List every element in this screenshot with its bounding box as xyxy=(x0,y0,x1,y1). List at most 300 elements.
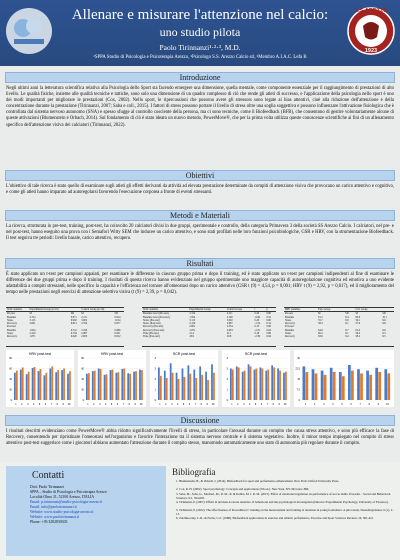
chart-bar xyxy=(187,365,189,400)
table-cell: 2.190 xyxy=(226,315,233,319)
table-cell: Baseline xyxy=(285,328,294,332)
table-cell: 60.8 xyxy=(355,315,361,319)
x-tick-label: 8 xyxy=(56,403,58,406)
table-cell: Stress xyxy=(285,332,292,336)
table-cell: 57.9 xyxy=(355,322,361,326)
table-cell: 0.04 xyxy=(266,335,271,339)
table-cell: 0.704 xyxy=(70,332,77,336)
contact-website-1[interactable]: Website: www.studio-psicologia-arezzo.it xyxy=(30,510,94,514)
chart-bar xyxy=(106,374,108,400)
chart-bar xyxy=(205,372,207,400)
table-header-cell: Experimental Group xyxy=(188,308,225,312)
x-tick-label: 10 xyxy=(283,403,287,406)
table-cell: 2.987 xyxy=(81,332,88,336)
table-header-cell: HRV variables xyxy=(284,308,317,312)
table-cell: SD xyxy=(70,312,75,316)
section-title-risultati: Risultati xyxy=(5,258,395,269)
table-header-cell: Exp. Group xyxy=(317,308,344,312)
chart-bar xyxy=(193,370,195,400)
contact-address: Località Olmo 21, 52100 Arezzo, ITALIA xyxy=(30,495,95,499)
table-header-cell: SCR variables xyxy=(6,308,29,312)
chart-bar xyxy=(261,369,263,401)
table-cell: Recovery (Pre-test) xyxy=(143,325,164,329)
table-cell: 9.8 xyxy=(382,322,386,326)
chart-bar xyxy=(49,369,51,401)
x-tick-label: 5 xyxy=(182,403,185,406)
table-cell: 8.7 xyxy=(345,328,349,332)
table-cell: 0.26 xyxy=(254,318,260,322)
chart-bar xyxy=(238,367,240,400)
x-tick-label: 7 xyxy=(359,403,361,406)
y-tick-label: 60 xyxy=(81,367,84,371)
poster-header xyxy=(0,0,400,66)
table-header-cell: t xyxy=(254,308,266,312)
table-cell: 0.914 xyxy=(114,315,121,319)
table-cell: 0.26 xyxy=(254,312,260,316)
y-tick-label: 20 xyxy=(81,388,84,392)
chart-bar xyxy=(115,373,117,400)
chart-bar xyxy=(348,365,351,400)
table-cell: 0.951 xyxy=(114,332,121,336)
x-tick-label: 9 xyxy=(206,403,208,406)
table-cell: 3.115 xyxy=(29,318,36,322)
contact-name: Dott. Paolo Tirinnanzi xyxy=(30,485,64,489)
y-tick-label: 40 xyxy=(9,378,12,381)
chart-title: SCR post-test xyxy=(172,352,196,356)
chart-bar xyxy=(45,373,47,400)
table-cell: 63.9 xyxy=(318,335,323,339)
x-tick-label: 9 xyxy=(278,403,280,406)
table-header-cell: Control Group xyxy=(226,308,254,312)
table-cell: 2.410 xyxy=(29,332,36,336)
y-tick-label: 80 xyxy=(81,357,84,360)
chart-bar xyxy=(342,376,345,400)
chart-bar xyxy=(285,372,287,400)
table-cell: Recovery xyxy=(285,335,295,339)
table-cell: 9.4 xyxy=(345,315,349,319)
chart-bar xyxy=(333,372,336,400)
table-cell: 2.314 xyxy=(189,312,196,316)
chart-bar xyxy=(267,370,269,400)
table-cell: 21.1 xyxy=(226,332,232,336)
chart-bar xyxy=(123,369,125,401)
x-tick-label: 3 xyxy=(323,403,325,406)
x-tick-label: 7 xyxy=(194,403,197,406)
chart-bar xyxy=(306,372,309,400)
x-tick-label: 4 xyxy=(248,403,251,406)
y-tick-label: 40 xyxy=(81,378,84,381)
table-cell: 20.8 xyxy=(226,335,232,339)
chart-bar xyxy=(244,371,246,400)
table-cell: Recovery (Post-test) xyxy=(143,328,165,332)
table-cell: Recovery xyxy=(7,335,17,339)
chart-bar xyxy=(182,369,184,401)
chart-bar xyxy=(34,367,36,400)
table-cell: 2.190 xyxy=(81,328,88,332)
chart-bar xyxy=(86,374,88,400)
table-cell: 2.554 xyxy=(226,325,233,329)
contact-phone: Phone: +39.3282830303 xyxy=(30,520,68,524)
chart-bar xyxy=(170,363,172,400)
chart-bar xyxy=(100,369,102,400)
chart-bar xyxy=(265,371,267,400)
table-cell: 21.4 xyxy=(189,332,194,336)
chart-bar xyxy=(242,372,244,400)
x-tick-label: 5 xyxy=(38,403,41,406)
chart-bar xyxy=(259,367,261,400)
chart-bar xyxy=(121,369,123,400)
chart-bar xyxy=(211,364,213,400)
x-tick-label: 5 xyxy=(254,403,257,406)
table-header-cell: Ctrl. Group xyxy=(355,308,382,312)
x-tick-label: 9 xyxy=(134,403,136,406)
x-tick-label: 6 xyxy=(188,403,191,406)
chart-bar xyxy=(256,369,258,401)
x-tick-label: 2 xyxy=(21,403,23,406)
chart-title: SCR post-test xyxy=(244,352,268,356)
chart-bar xyxy=(324,375,327,400)
table-cell: 9.5 xyxy=(382,335,386,339)
table-cell: 0.813 xyxy=(70,322,77,326)
x-tick-label: 10 xyxy=(386,403,389,406)
chart-bar xyxy=(127,373,129,400)
x-tick-label: 10 xyxy=(67,403,71,406)
section-title-discussione: Discussione xyxy=(5,415,395,426)
chart-bar xyxy=(55,372,57,400)
chart-bar xyxy=(160,376,162,400)
y-tick-label: 1 xyxy=(226,388,228,392)
table-cell: Pre-test xyxy=(285,312,293,316)
chart-bar xyxy=(351,371,354,400)
chart-title: HRV post-test xyxy=(100,352,124,356)
x-tick-label: 10 xyxy=(139,403,143,406)
table-cell: 0.80 xyxy=(266,318,271,322)
title-line-2: uno studio pilota xyxy=(159,25,241,39)
bibliography-title: Bibliografia xyxy=(172,467,216,477)
chart-bar xyxy=(178,379,180,400)
y-tick-label: 0 xyxy=(226,399,228,402)
table-header-cell: Experimental Group (n=10) xyxy=(29,308,70,312)
contact-email-1[interactable]: Email: p.tirinnanzi@studio-psicologia-arezzo.it xyxy=(30,500,103,504)
chart-bar xyxy=(16,371,18,400)
chart-bar xyxy=(378,372,381,400)
table-cell: 2.601 xyxy=(29,322,36,326)
chart-bar xyxy=(112,370,114,400)
chart-scr-experimental xyxy=(150,350,218,407)
chart-bar xyxy=(129,374,131,400)
chart-bar xyxy=(32,368,34,400)
chart-bar xyxy=(69,371,71,400)
table-row xyxy=(284,335,394,338)
y-tick-label: 3 xyxy=(226,367,228,371)
table-cell: 2.603 xyxy=(81,335,88,339)
table-cell: 0.14 xyxy=(266,322,271,326)
y-tick-label: 0 xyxy=(298,399,300,402)
x-tick-label: 8 xyxy=(128,403,130,406)
chart-bar xyxy=(14,373,16,400)
table-cell: 18.9 xyxy=(189,335,194,339)
chart-bar xyxy=(387,373,390,400)
chart-bar xyxy=(384,369,387,400)
y-tick-label: 15 xyxy=(297,378,300,381)
table-cell: 0.741 xyxy=(70,328,77,332)
chart-bar xyxy=(195,378,197,400)
x-tick-label: 8 xyxy=(272,403,274,406)
results-table-comparison xyxy=(142,307,276,347)
x-tick-label: 3 xyxy=(243,403,245,406)
y-tick-label: 3 xyxy=(154,367,156,371)
chart-bar xyxy=(236,366,238,400)
x-tick-label: 7 xyxy=(50,403,53,406)
x-tick-label: 5 xyxy=(110,403,113,406)
x-tick-label: 7 xyxy=(122,403,125,406)
table-cell: 3.002 xyxy=(226,318,233,322)
chart-bar xyxy=(369,375,372,400)
section-title-obiettivi: Obiettivi xyxy=(5,170,395,181)
chart-scr-control xyxy=(222,350,290,407)
chart-bar xyxy=(63,369,65,401)
table-cell: -1.54 xyxy=(254,322,260,326)
chart-bar xyxy=(43,375,45,400)
x-tick-label: 8 xyxy=(200,403,202,406)
table-cell: Baseline xyxy=(7,328,16,332)
chart-bar xyxy=(207,380,209,400)
chart-bar xyxy=(176,373,178,400)
table-cell: 2.410 xyxy=(189,322,196,326)
y-tick-label: 7.5 xyxy=(296,388,300,392)
x-tick-label: 8 xyxy=(368,403,370,406)
chart-bar xyxy=(283,373,285,400)
table-cell: -0.66 xyxy=(254,315,260,319)
section-body-discussione: I risultati descritti evidenziano come PowerMove® abbia ridotto significativamente l'livelli di stress, in particolare l'arousal durante un compito che causa stress attentivo, e sono più efficace la fase di Recovery, consentendo per ripristinare l'omeostasi nell'organismo e favorire l'interazione tra il sistema nervoso centrale e il sistema vegetativo. Inoltre, il minor tempo impiegato nel compito di stress attentivo post-test suggerisce come i giocatori abbiano aumentato l'attenzione durante il compito stesso, manomndo automaticamente uno stato di autonomia più regolare durante il compito. xyxy=(6,429,394,447)
table-cell: M xyxy=(81,312,84,316)
x-tick-label: 1 xyxy=(159,403,161,406)
table-row xyxy=(142,335,276,338)
table-cell: Baseline Level (Pre-test) xyxy=(143,312,169,316)
y-tick-label: 20 xyxy=(9,388,12,392)
table-cell: 9.6 xyxy=(382,318,386,322)
chart-bar xyxy=(98,369,100,401)
table-cell: Post-test xyxy=(285,325,294,329)
chart-bar xyxy=(88,373,90,400)
chart-bar xyxy=(357,369,360,400)
x-tick-label: 2 xyxy=(237,403,239,406)
chart-bar xyxy=(117,372,119,400)
table-cell: 0.80 xyxy=(266,312,271,316)
chart-bar xyxy=(26,374,28,400)
chart-bar xyxy=(232,370,234,400)
x-tick-label: 3 xyxy=(171,403,173,406)
chart-bar xyxy=(199,366,201,400)
chart-bar xyxy=(360,373,363,400)
section-title-introduzione: Introduzione xyxy=(5,72,395,83)
x-tick-label: 2 xyxy=(313,403,316,406)
x-tick-label: 1 xyxy=(304,403,307,406)
chart-bar xyxy=(166,378,168,400)
table-cell: 2.601 xyxy=(189,325,196,329)
chart-bar xyxy=(40,369,42,400)
table-cell: Post-test xyxy=(7,325,16,329)
table-cell: M xyxy=(318,312,321,316)
x-tick-label: 6 xyxy=(350,403,352,406)
table-cell: 64.8 xyxy=(318,328,323,332)
chart-bar xyxy=(67,374,69,400)
table-cell: Baseline xyxy=(7,315,16,319)
chart-bar xyxy=(213,373,215,400)
table-cell: 56.1 xyxy=(355,318,361,322)
x-tick-label: 1 xyxy=(15,403,17,406)
x-tick-label: 6 xyxy=(116,403,119,406)
table-cell: SD xyxy=(345,312,349,316)
x-tick-label: 4 xyxy=(332,403,334,406)
table-header-cell: SCR variables xyxy=(142,308,188,312)
table-cell: 0.04 xyxy=(266,328,271,332)
table-cell: 2.987 xyxy=(226,322,233,326)
chart-bar xyxy=(254,370,256,400)
chart-bar xyxy=(230,369,232,401)
y-tick-label: 2 xyxy=(154,378,156,381)
chart-bar xyxy=(279,371,281,400)
chart-bar xyxy=(303,366,306,400)
chart-bar xyxy=(38,371,40,400)
chart-title: HRV post-test xyxy=(28,352,52,356)
club-year: 1923 xyxy=(364,48,378,54)
table-cell: Recovery xyxy=(285,322,295,326)
table-cell: SD xyxy=(114,312,118,316)
table-cell: 0.90 xyxy=(266,325,271,329)
y-tick-label: 1 xyxy=(154,388,156,392)
bibliography-item: 2. Cox, R. H. (2002). Sport psychology: Concepts and applications (5th ed.). New York, NY: McGraw-Hill. xyxy=(176,487,310,491)
table-cell: Stress xyxy=(7,332,14,336)
chart-bar xyxy=(51,366,53,400)
contact-email-2[interactable]: Email: info@paolotirinnanzi.it xyxy=(30,505,77,509)
y-tick-label: 4 xyxy=(154,357,156,360)
chart-bar xyxy=(248,364,250,400)
table-cell: Stress xyxy=(7,318,14,322)
contacts-title: Contatti xyxy=(32,470,65,481)
table-cell: 0.866 xyxy=(114,328,121,332)
contact-studio: SPPA – Studio di Psicologia e Psicoterapia Arezzo xyxy=(30,490,107,494)
y-tick-label: 2 xyxy=(226,378,228,381)
chart-bar xyxy=(61,370,63,400)
chart-bar xyxy=(28,372,30,400)
table-cell: M xyxy=(29,312,32,316)
table-cell: Stress xyxy=(285,318,292,322)
table-cell: 58.3 xyxy=(318,322,323,326)
table-header-cell: p xyxy=(265,308,276,312)
chart-bar xyxy=(277,369,279,401)
table-cell: SD xyxy=(382,312,386,316)
table-cell: 10.1 xyxy=(382,315,387,319)
x-tick-label: 9 xyxy=(62,403,64,406)
table-cell: 0.812 xyxy=(114,335,121,339)
chart-bar xyxy=(110,370,112,400)
table-cell: 3.002 xyxy=(81,318,88,322)
table-cell: 0.902 xyxy=(70,318,77,322)
chart-bar xyxy=(141,370,143,400)
bibliography-item: 6. Zaichkowsky, L.D., & Fuchs, C.Z. (1988). Biofeedback applications in exercise and athletic performance. Exercise and Sport Sciences Reviews 16, 381-421. xyxy=(176,516,374,520)
club-crest-icon xyxy=(346,4,396,62)
table-cell: 55.7 xyxy=(318,318,323,322)
table-cell: 61.0 xyxy=(355,328,361,332)
chart-bar xyxy=(104,375,106,400)
bibliography-item: 4. Tirinnanzi, P. (2007). Effetti di un'ansia da stress attentivo. Il behavioral and the psychological investigation (Director Experimental Psychology, University of Florence). xyxy=(176,500,389,504)
table-cell: 0.620 xyxy=(70,335,77,339)
y-tick-label: 22.5 xyxy=(295,367,300,371)
section-body-introduzione: Negli ultimi anni la letteratura scientifica relativa alla Psicologia dello Sport sta facendo emergere una dimensione, quella mentale, come componente essenziale per il raggiungimento di prestazioni di alto livello. Le qualità fisiche, insieme alle qualità tecniche e tattiche, sono solo una dimensione di un quadro complesso di ciò che rende gli atleti di successo, e l'applicazione della psicologia nello sport è uno dei modi importanti per migliorare le prestazioni (Cox, 2002). Nello sport, le ripercussioni che possono avere gli stressors sono legate ai bias attentivi, cioè alla riduzione dell'attenzione e della concentrazione durante la prestazione (Tirinnanzi, 2007; Saba e coll., 2015). I fattori di stress possono portare il livello di stress oltre una soglia soggettiva e possono influenzare l'attivazione fisiologica che è controllata dal sistema nervoso autonomo (SNA) e spesso sfugge al controllo cosciente della persona, ma ci sono tecniche, come il Biofeedback (BFB), che consentono di gestire volontariamente alcune di queste attivazioni (Blumenstein e Orbach, 2014). Sul fondamento di ciò è stato ideato un nuovo metodo, PowerMove®, che per la prima volta utilizza queste conoscenze scientifiche ai fini di un allenamento specifico dell'attenzione visiva dei calciatori (Tirinnanzi, 2022). xyxy=(6,86,394,128)
x-tick-label: 4 xyxy=(104,403,107,406)
table-cell: 8.4 xyxy=(345,335,349,339)
section-body-obiettivi: L'obiettivo di tale ricerca è stato quello di esaminare sugli atleti gli effetti derivanti da attività ad elevata prestazione determinate da compiti di attenzione visiva che provocano un carico attentivo e cognitivo, e come gli atleti hanno imparato ad autoregolarsi favorendo l'esecuzione corporea a fronte di eventi stressanti. xyxy=(6,184,394,196)
x-tick-label: 9 xyxy=(377,403,380,406)
chart-bar xyxy=(164,371,166,400)
chart-bar xyxy=(133,372,135,400)
chart-bar xyxy=(94,371,96,400)
bibliography-item: 1. Blumenstein, B., & Orbach, I. (2014). Biofeedback for sport and performance enhancement. New York: Oxford University Press. xyxy=(176,479,340,483)
x-tick-label: 4 xyxy=(32,403,35,406)
poster-title xyxy=(60,7,340,41)
y-tick-label: 0 xyxy=(10,399,12,402)
y-tick-label: 80 xyxy=(9,357,12,360)
y-tick-label: 30 xyxy=(297,357,300,360)
chart-bar xyxy=(184,377,186,400)
results-table-scr xyxy=(6,307,124,347)
x-tick-label: 4 xyxy=(176,403,179,406)
y-tick-label: 60 xyxy=(9,367,12,371)
x-tick-label: 2 xyxy=(165,403,167,406)
section-body-metodi: La ricerca, strutturata in pre-test, training, post-test, ha coinvolto 20 calciatori divisi in due gruppi, sperimentale e controllo, della categoria Primavera 3 della società SS Arezzo Calcio. I calciatori, nel pre- e nel post-test, hanno eseguito una prova con i Semafori Witty SEM che inducee un carico attentivo, e sono stati profilati nelle loro funzioni psicobiologiche, GSR e HRV, con la strumentazione Biofeedback. Il test seguiva tre periodi: livello basale, carico attentivo, recupero. xyxy=(6,224,394,242)
table-cell: 0.18 xyxy=(254,332,260,336)
x-tick-label: 2 xyxy=(93,403,95,406)
x-tick-label: 1 xyxy=(87,403,89,406)
table-cell: Stress (Post-test) xyxy=(143,322,161,326)
table-cell: 3.115 xyxy=(189,318,196,322)
x-tick-label: 6 xyxy=(44,403,47,406)
table-cell: 8.1 xyxy=(345,332,349,336)
contact-website-2[interactable]: Website: www.paolotirinnanzi.it xyxy=(30,515,80,519)
chart-bar xyxy=(315,373,318,400)
x-tick-label: 10 xyxy=(211,403,215,406)
chart-hrv-control xyxy=(78,350,146,407)
bibliography-item: 5. Tirinnanzi, P. (2022). The effectiveness of PowerMove® training on the measurement and training of attention in young footballers: A pilot study. NeuroRegulation, 9 (1), 2-13. xyxy=(176,508,394,516)
chart-bar xyxy=(20,370,22,400)
y-tick-label: 0 xyxy=(82,399,84,402)
table-cell: 9.3 xyxy=(382,332,386,336)
table-cell: 1.014 xyxy=(114,318,121,322)
chart-hrv-experimental xyxy=(6,350,74,407)
table-cell: 56.4 xyxy=(355,332,361,336)
table-cell: Baseline xyxy=(285,315,294,319)
table-cell: Pre-test xyxy=(7,312,15,316)
table-cell: 1.954 xyxy=(189,315,196,319)
table-cell: 2.603 xyxy=(226,328,233,332)
results-table-hrv xyxy=(284,307,394,347)
table-cell: 0.13 xyxy=(254,325,260,329)
chart-bar xyxy=(271,365,273,400)
x-tick-label: 1 xyxy=(231,403,233,406)
x-tick-label: 7 xyxy=(266,403,269,406)
y-tick-label: 4 xyxy=(226,357,228,360)
chart-bar xyxy=(158,367,160,400)
table-cell: 0.871 xyxy=(70,315,77,319)
chart-bar xyxy=(321,371,324,400)
table-header-cell: Control Group (n=10) xyxy=(80,308,113,312)
chart-bar xyxy=(366,371,369,400)
table-cell: 0.52 xyxy=(266,315,271,319)
x-tick-label: 5 xyxy=(341,403,343,406)
table-cell: Time (Post-test) xyxy=(143,335,160,339)
table-cell: 60.2 xyxy=(318,332,323,336)
